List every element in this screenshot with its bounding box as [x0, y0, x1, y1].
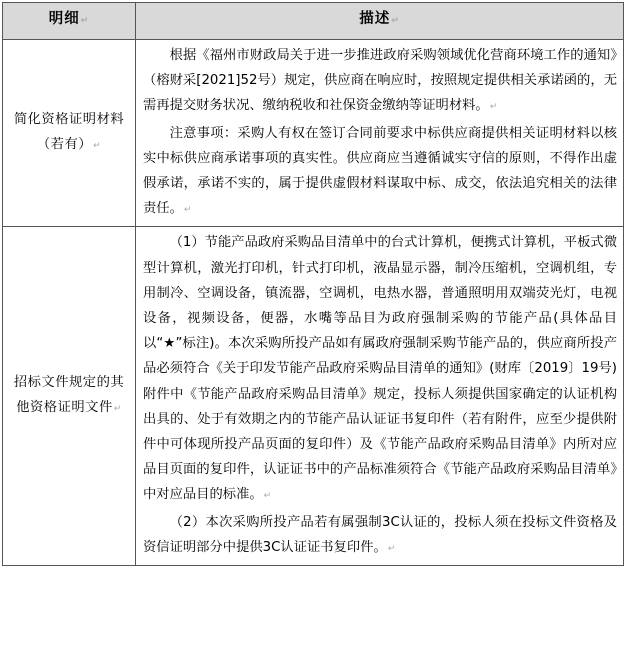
paragraph-mark: ↵	[113, 404, 122, 415]
paragraph-text: 注意事项：采购人有权在签订合同前要求中标供应商提供相关证明材料以核实中标供应商承诺事项的真实性。供应商应当遵循诚实守信的原则，不得作出虚假承诺，承诺不实的，属于提供虚假材料谋取中标、成交，依法追究相关的法律责任。	[143, 125, 617, 217]
paragraph-mark: ↵	[489, 102, 498, 113]
header-cell-detail	[3, 3, 136, 40]
paragraph-mark: ↵	[80, 16, 90, 27]
description-paragraph	[143, 510, 617, 562]
header-detail-label: 明细	[48, 11, 80, 28]
header-description-label: 描述	[359, 11, 391, 28]
row-description-cell	[136, 40, 624, 227]
paragraph-mark: ↵	[391, 16, 400, 27]
table-row	[3, 227, 624, 566]
description-paragraph	[143, 43, 617, 121]
description-paragraph	[143, 121, 617, 224]
paragraph-mark: ↵	[387, 543, 396, 554]
table-row	[3, 40, 624, 227]
row-label: 简化资格证明材料（若有）	[13, 112, 125, 153]
row-label-cell	[3, 227, 136, 566]
paragraph-text: （2）本次采购所投产品若有属强制3C认证的，投标人须在投标文件资格及资信证明部分中提供3C认证证书复印件。	[143, 514, 617, 555]
table-header-row	[3, 3, 624, 40]
paragraph-text: 根据《福州市财政局关于进一步推进政府采购领域优化营商环境工作的通知》（榕财采[2021]52号）规定，供应商在响应时，按照规定提供相关承诺函的，无需再提交财务状况、缴纳税收和社保资金缴纳等证明材料。	[143, 48, 617, 114]
paragraph-mark: ↵	[183, 205, 192, 216]
paragraph-mark: ↵	[263, 491, 272, 502]
paragraph-mark: ↵	[93, 141, 102, 152]
document-table	[2, 2, 624, 566]
row-label-cell	[3, 40, 136, 227]
row-label: 招标文件规定的其他资格证明文件	[13, 375, 125, 416]
description-paragraph	[143, 230, 617, 509]
row-description-cell	[136, 227, 624, 566]
paragraph-text: （1）节能产品政府采购品目清单中的台式计算机，便携式计算机，平板式微型计算机，激光打印机，针式打印机，液晶显示器，制冷压缩机，空调机组，专用制冷、空调设备，镇流器，空调机，电热水器，普通照明用双端荧光灯，电视设备，视频设备，便器，水嘴等品目为政府强制采购的节能产品(具体品目以“★”标注)。本次采购所投产品如有属政府强制采购节能产品的，供应商所投产品必须符合《关于印发节能产品政府采购品目清单的通知》(财库〔2019〕19号)附件中《节能产品政府采购品目清单》规定，投标人须提供国家确定的认证机构出具的、处于有效期之内的节能产品认证证书复印件（若有附件，应至少提供附件中可体现所投产品页面的复印件）及《节能产品政府采购品目清单》内所对应品目页面的复印件，认证证书中的产品标准须符合《节能产品政府采购品目清单》中对应品目的标准。	[143, 235, 617, 503]
header-cell-description	[136, 3, 624, 40]
